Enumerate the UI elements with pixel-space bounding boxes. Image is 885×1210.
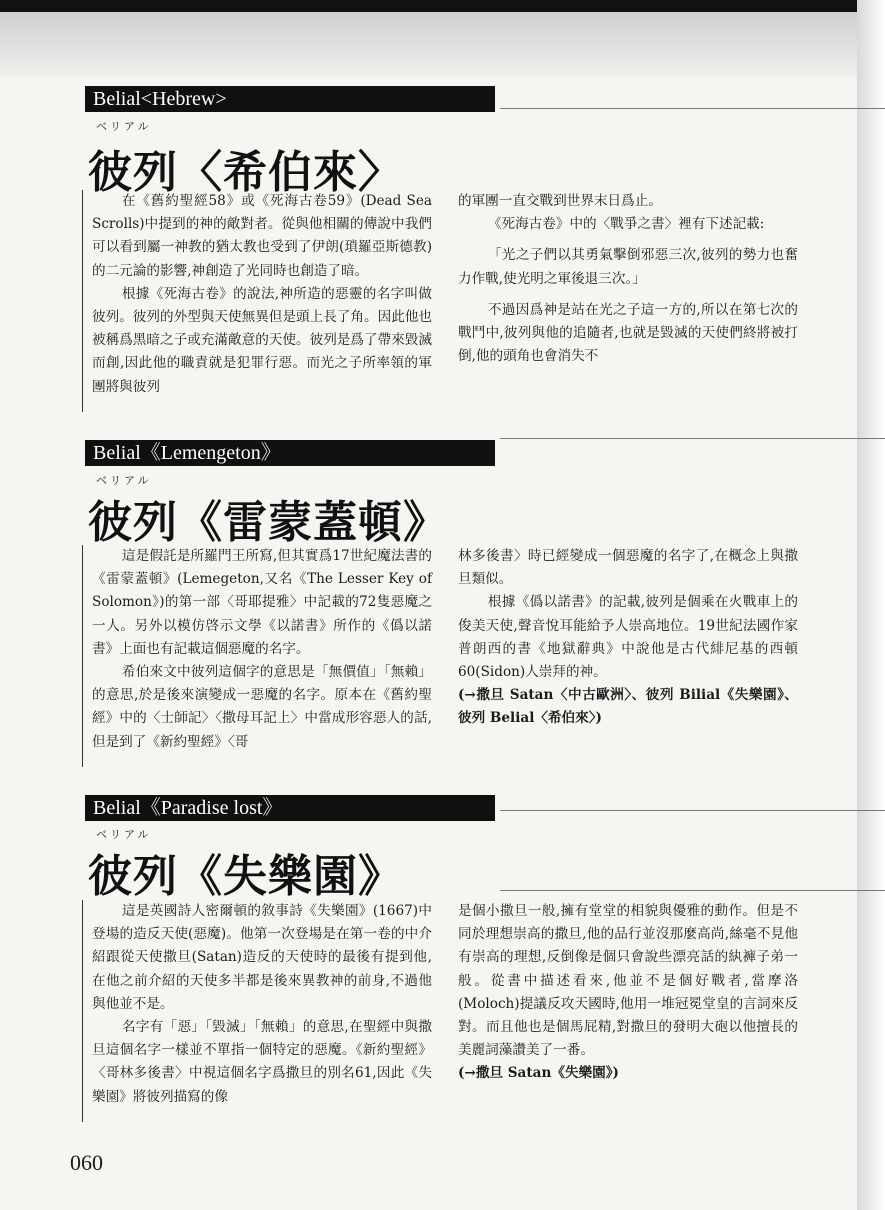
paragraph: 根據《僞以諾書》的記載,彼列是個乘在火戰車上的俊美天使,聲音悅耳能給予人崇高地位。19世紀法國作家普朗西的書《地獄辭典》中說他是古代緋尼基的西頓60(Sidon)人崇拜的神。 [458, 594, 798, 681]
column-rule [82, 900, 83, 1122]
cross-reference: (→撒旦 Satan《失樂園》) [458, 1065, 619, 1082]
paragraph: 在《舊約聖經58》或《死海古卷59》(Dead Sea Scrolls)中提到的神的敵對者。從與他相關的傳說中我們可以看到屬一神教的猶太教也受到了伊朗(瑣羅亞斯德教)的二元論的影響,神創造了光同時也創造了暗。 [92, 193, 432, 279]
paragraph: 的軍團一直交戰到世界末日爲止。 [458, 193, 662, 209]
column-rule [82, 545, 83, 767]
paragraph: 希伯來文中彼列這個字的意思是「無價值」「無賴」的意思,於是後來演變成一惡魔的名字。原本在《舊約聖經》中的〈士師記〉〈撒母耳記上〉中當成形容惡人的話,但是到了《新約聖經》〈哥 [92, 664, 432, 750]
entry-title: 彼列〈希伯來〉 [88, 147, 403, 198]
paragraph: 這是假託是所羅門王所寫,但其實爲17世紀魔法書的《雷蒙蓋頓》(Lemegeton,又名《The Lesser Key of Solomon》)的第一部〈哥耶提雅〉中記載的72隻惡魔之一人。另外以模仿啓示文學《以諾書》所作的《僞以諾書》上面也有記載這個惡魔的名字。 [92, 548, 432, 657]
right-column [458, 190, 798, 368]
entry-heading-band: Belial《Lemengeton》 [85, 440, 495, 466]
entry-reading: ベリアル [96, 474, 152, 487]
right-column [458, 545, 798, 731]
right-column [458, 900, 798, 1086]
entry-title: 彼列《雷蒙蓋頓》 [88, 497, 448, 548]
entry-heading-band: Belial《Paradise lost》 [85, 795, 495, 821]
paragraph: 林多後書〉時已經變成一個惡魔的名字了,在概念上與撒旦類似。 [458, 548, 798, 588]
entry-reading: ベリアル [96, 120, 152, 133]
entry-title: 彼列《失樂園》 [88, 851, 403, 902]
scan-top-shadow [0, 12, 885, 77]
page-edge [857, 0, 885, 1210]
paragraph: 名字有「惡」「毀滅」「無賴」的意思,在聖經中與撒旦這個名字一樣並不單指一個特定的惡魔。《新約聖經》〈哥林多後書〉中視這個名字爲撒旦的別名61,因此《失樂園》將彼列描寫的像 [92, 1019, 432, 1105]
divider-line [500, 438, 885, 439]
quote: 「光之子們以其勇氣擊倒邪惡三次,彼列的勢力也奮力作戰,使光明之軍後退三次。」 [458, 247, 798, 287]
divider-line [500, 810, 885, 811]
scan-top-border [0, 0, 885, 12]
paragraph: 根據《死海古卷》的說法,神所造的惡靈的名字叫做彼列。彼列的外型與天使無異但是頭上長了角。因此他也被稱爲黑暗之子或充滿敵意的天使。彼列是爲了帶來毀滅而創,因此他的職責就是犯罪行惡。而光之子所率領的軍團將與彼列 [92, 285, 432, 395]
cross-reference: (→撒旦 Satan〈中古歐洲〉、彼列 Bilial《失樂園》、彼列 Belial〈希伯來〉) [458, 687, 798, 727]
paragraph: 不過因爲神是站在光之子這一方的,所以在第七次的戰鬥中,彼列與他的追隨者,也就是毀滅的天使們終將被打倒,他的頭角也會消失不 [458, 301, 798, 365]
page-number: 060 [70, 1150, 103, 1175]
divider-line [500, 108, 885, 109]
paragraph: 《死海古卷》中的〈戰爭之書〉裡有下述記載: [487, 216, 765, 233]
left-column [92, 900, 432, 1109]
paragraph: 是個小撒旦一般,擁有堂堂的相貌與優雅的動作。但是不同於理想崇高的撒旦,他的品行並沒那麼高尚,絲毫不見他有崇高的理想,反倒像是個只會說些漂亮話的紈褲子弟一般。從書中描述看來,他並不是個好戰者,當摩洛(Moloch)提議反攻天國時,他用一堆冠冕堂皇的言詞來反對。而且他也是個馬屁精,對撒旦的發明大砲以他擅長的美麗詞藻讚美了一番。 [458, 903, 798, 1059]
entry-reading: ベリアル [96, 828, 152, 841]
entry-heading-band: Belial<Hebrew> [85, 86, 495, 112]
left-column [92, 545, 432, 754]
paragraph: 這是英國詩人密爾頓的敘事詩《失樂園》(1667)中登場的造反天使(惡魔)。他第一次登場是在第一卷的中介紹跟從天使撒旦(Satan)造反的天使時的最後有提到他,在他之前介紹的天使多半都是後來異教神的前身,不過他與他並不是。 [92, 903, 432, 1012]
left-column [92, 190, 432, 399]
column-rule [82, 190, 83, 412]
divider-line [500, 890, 885, 891]
